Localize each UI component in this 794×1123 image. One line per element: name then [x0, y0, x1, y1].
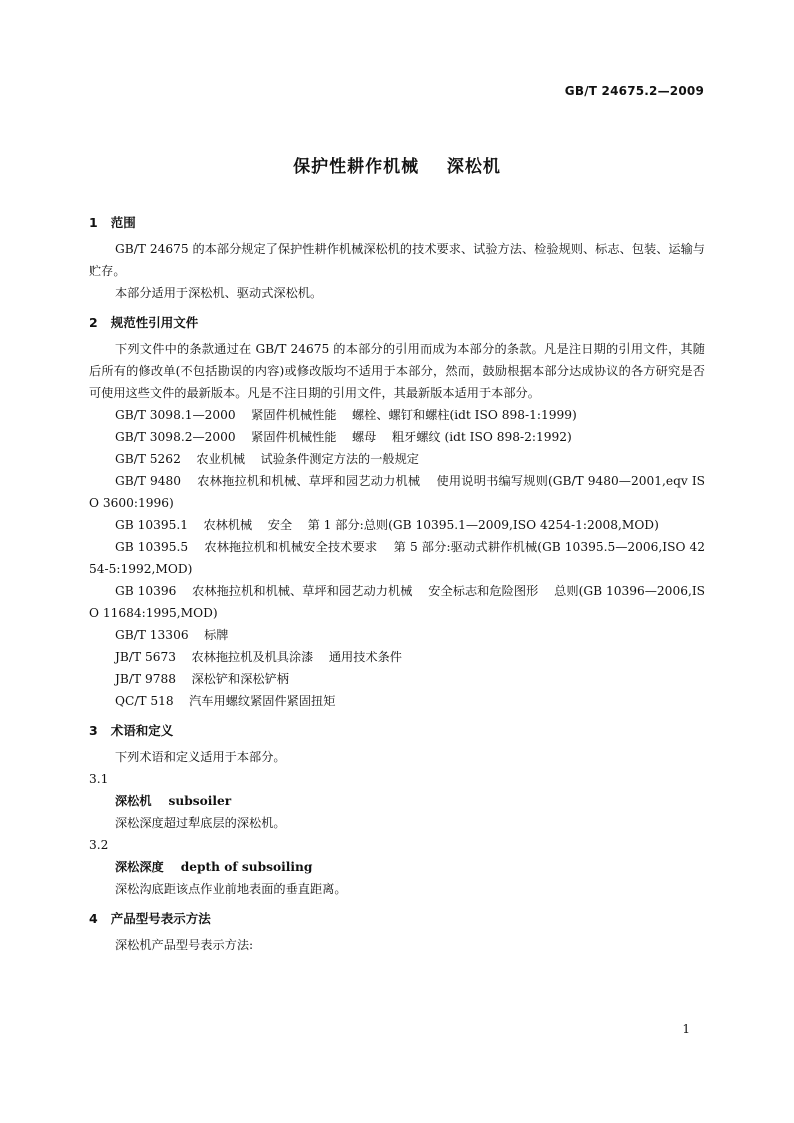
section-3-heading: 3 术语和定义 — [89, 723, 174, 738]
section-1-paragraph-1: GB/T 24675 的本部分规定了保护性耕作机械深松机的技术要求、试验方法、检验规则、标志、包装、运输与贮存。 — [89, 242, 705, 278]
reference-item: GB/T 3098.1—2000 紧固件机械性能 螺栓、螺钉和螺柱(idt ISO 898-1:1999) — [115, 408, 577, 422]
reference-item: GB 10395.1 农林机械 安全 第 1 部分:总则(GB 10395.1—2009,ISO 4254-1:2008,MOD) — [115, 518, 659, 532]
reference-item: GB/T 9480 农林拖拉机和机械、草坪和园艺动力机械 使用说明书编写规则(GB/T 9480—2001,eqv ISO 3600:1996) — [89, 474, 705, 510]
term-entry — [89, 790, 705, 812]
reference-item: JB/T 9788 深松铲和深松铲柄 — [115, 672, 289, 686]
reference-item: GB/T 13306 标牌 — [115, 628, 229, 642]
term-definition: 深松深度超过犁底层的深松机。 — [115, 816, 286, 830]
reference-item: GB/T 3098.2—2000 紧固件机械性能 螺母 粗牙螺纹 (idt ISO 898-2:1992) — [115, 430, 572, 444]
section-3-intro: 下列术语和定义适用于本部分。 — [115, 750, 286, 764]
term-definition: 深松沟底距该点作业前地表面的垂直距离。 — [115, 882, 347, 896]
term-entry — [89, 856, 705, 878]
term-zh: 深松机 — [115, 794, 152, 808]
section-1-paragraph-2: 本部分适用于深松机、驱动式深松机。 — [115, 286, 323, 300]
term-zh: 深松深度 — [115, 860, 164, 874]
term-number: 3.1 — [89, 772, 109, 786]
document-body — [89, 212, 705, 956]
reference-item: GB/T 5262 农业机械 试验条件测定方法的一般规定 — [115, 452, 419, 466]
standard-code: GB/T 24675.2—2009 — [564, 84, 704, 98]
reference-item: GB 10395.5 农林拖拉机和机械安全技术要求 第 5 部分:驱动式耕作机械(GB 10395.5—2006,ISO 4254-5:1992,MOD) — [89, 540, 705, 576]
section-1-heading: 1 范围 — [89, 215, 136, 230]
term-en: subsoiler — [168, 794, 232, 808]
section-2-intro: 下列文件中的条款通过在 GB/T 24675 的本部分的引用而成为本部分的条款。凡是注日期的引用文件，其随后所有的修改单(不包括勘误的内容)或修改版均不适用于本部分，然而，鼓励根据本部分达成协议的各方研究是否可使用这些文件的最新版本。凡是不注日期的引用文件，其最新版本适用于本部分。 — [89, 342, 705, 400]
reference-item: JB/T 5673 农林拖拉机及机具涂漆 通用技术条件 — [115, 650, 402, 664]
term-en: depth of subsoiling — [180, 860, 313, 874]
section-4-heading: 4 产品型号表示方法 — [89, 911, 211, 926]
reference-item: GB 10396 农林拖拉机和机械、草坪和园艺动力机械 安全标志和危险图形 总则(GB 10396—2006,ISO 11684:1995,MOD) — [89, 584, 705, 620]
term-number: 3.2 — [89, 838, 109, 852]
reference-item: QC/T 518 汽车用螺纹紧固件紧固扭矩 — [115, 694, 336, 708]
section-2-heading: 2 规范性引用文件 — [89, 315, 199, 330]
section-4-intro: 深松机产品型号表示方法: — [115, 938, 254, 952]
page-number: 1 — [682, 1022, 690, 1036]
document-title: 保护性耕作机械 深松机 — [293, 157, 501, 177]
